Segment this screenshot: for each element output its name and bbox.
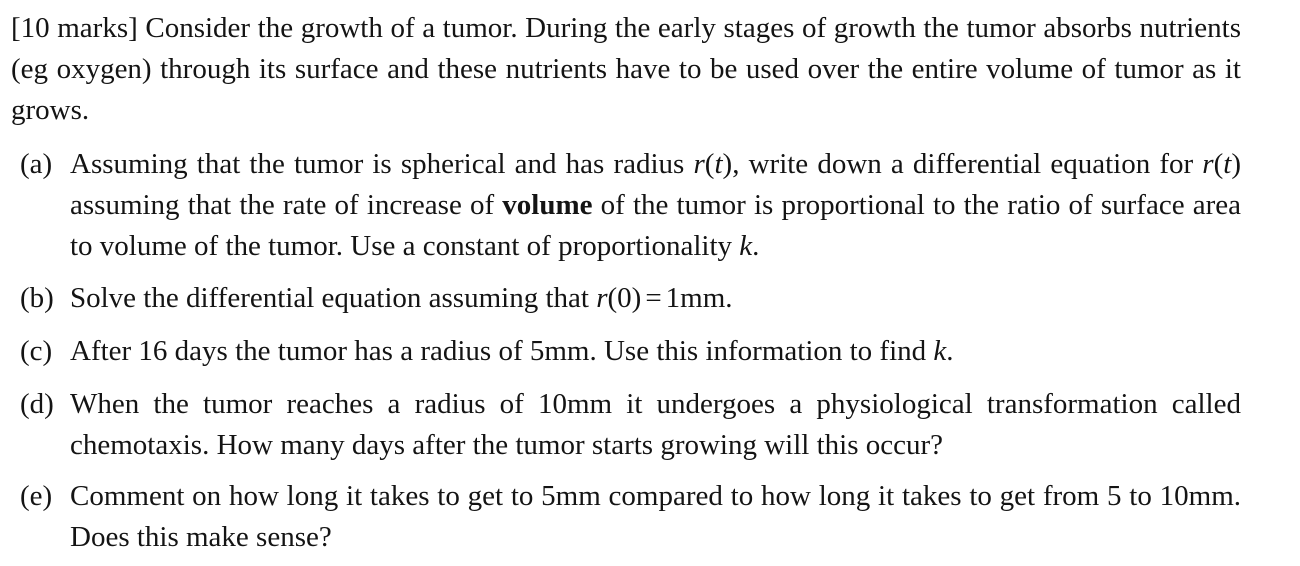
text-run: .: [752, 230, 760, 262]
part-text: When the tumor reaches a radius of 10mm it undergoes a physiological transformation called chemotaxis. How many days after the tumor starts growing will this occur?: [70, 388, 1241, 461]
math-paren: ): [722, 148, 733, 180]
part-text: [70, 144, 1241, 267]
bold-term: volume: [502, 189, 593, 221]
math-var: t: [1223, 148, 1232, 180]
equals-sign: =: [645, 282, 662, 314]
math-var: k: [933, 335, 947, 367]
marks-label: [10 marks]: [11, 12, 138, 44]
part-text: [70, 278, 1241, 319]
text-run: , write down a differential equation for: [732, 148, 1203, 180]
part-label: (c): [20, 335, 53, 367]
math-var: r: [1202, 148, 1214, 180]
text-run: Solve the differential equation assuming that: [70, 282, 597, 314]
intro-text: Consider the growth of a tumor. During the early stages of growth the tumor absorbs nutrients (eg oxygen) through its surface and these nutrients have to be used over the entire volume of tumor as it grows.: [11, 12, 1241, 126]
part-label: (b): [20, 282, 54, 314]
part-label: (d): [20, 388, 54, 420]
text-run: .: [946, 335, 954, 367]
math-var: r: [693, 148, 705, 180]
text-run: assuming that the rate of increase of: [70, 189, 503, 221]
part-text: Comment on how long it takes to get to 5mm compared to how long it takes to get from 5 to 10mm. Does this make sense?: [70, 480, 1241, 553]
math-paren: ): [1231, 148, 1241, 180]
math-var: t: [714, 148, 723, 180]
math-var: r: [596, 282, 608, 314]
part-text: [70, 331, 1241, 372]
part-label: (a): [20, 148, 53, 180]
math-paren: (: [704, 148, 715, 180]
text-run: 1mm.: [665, 282, 733, 314]
text-run: After 16 days the tumor has a radius of 5mm. Use this information to find: [70, 335, 934, 367]
math-paren: (0): [607, 282, 642, 314]
part-label: (e): [20, 480, 53, 512]
question-intro: [11, 8, 1241, 131]
math-var: k: [739, 230, 753, 262]
text-run: Assuming that the tumor is spherical and has radius: [70, 148, 694, 180]
text-run: of the tumor is proportional to the ratio of surface area to volume of the tumor. Use a constant of proportionality: [70, 189, 1241, 262]
math-paren: (: [1213, 148, 1224, 180]
